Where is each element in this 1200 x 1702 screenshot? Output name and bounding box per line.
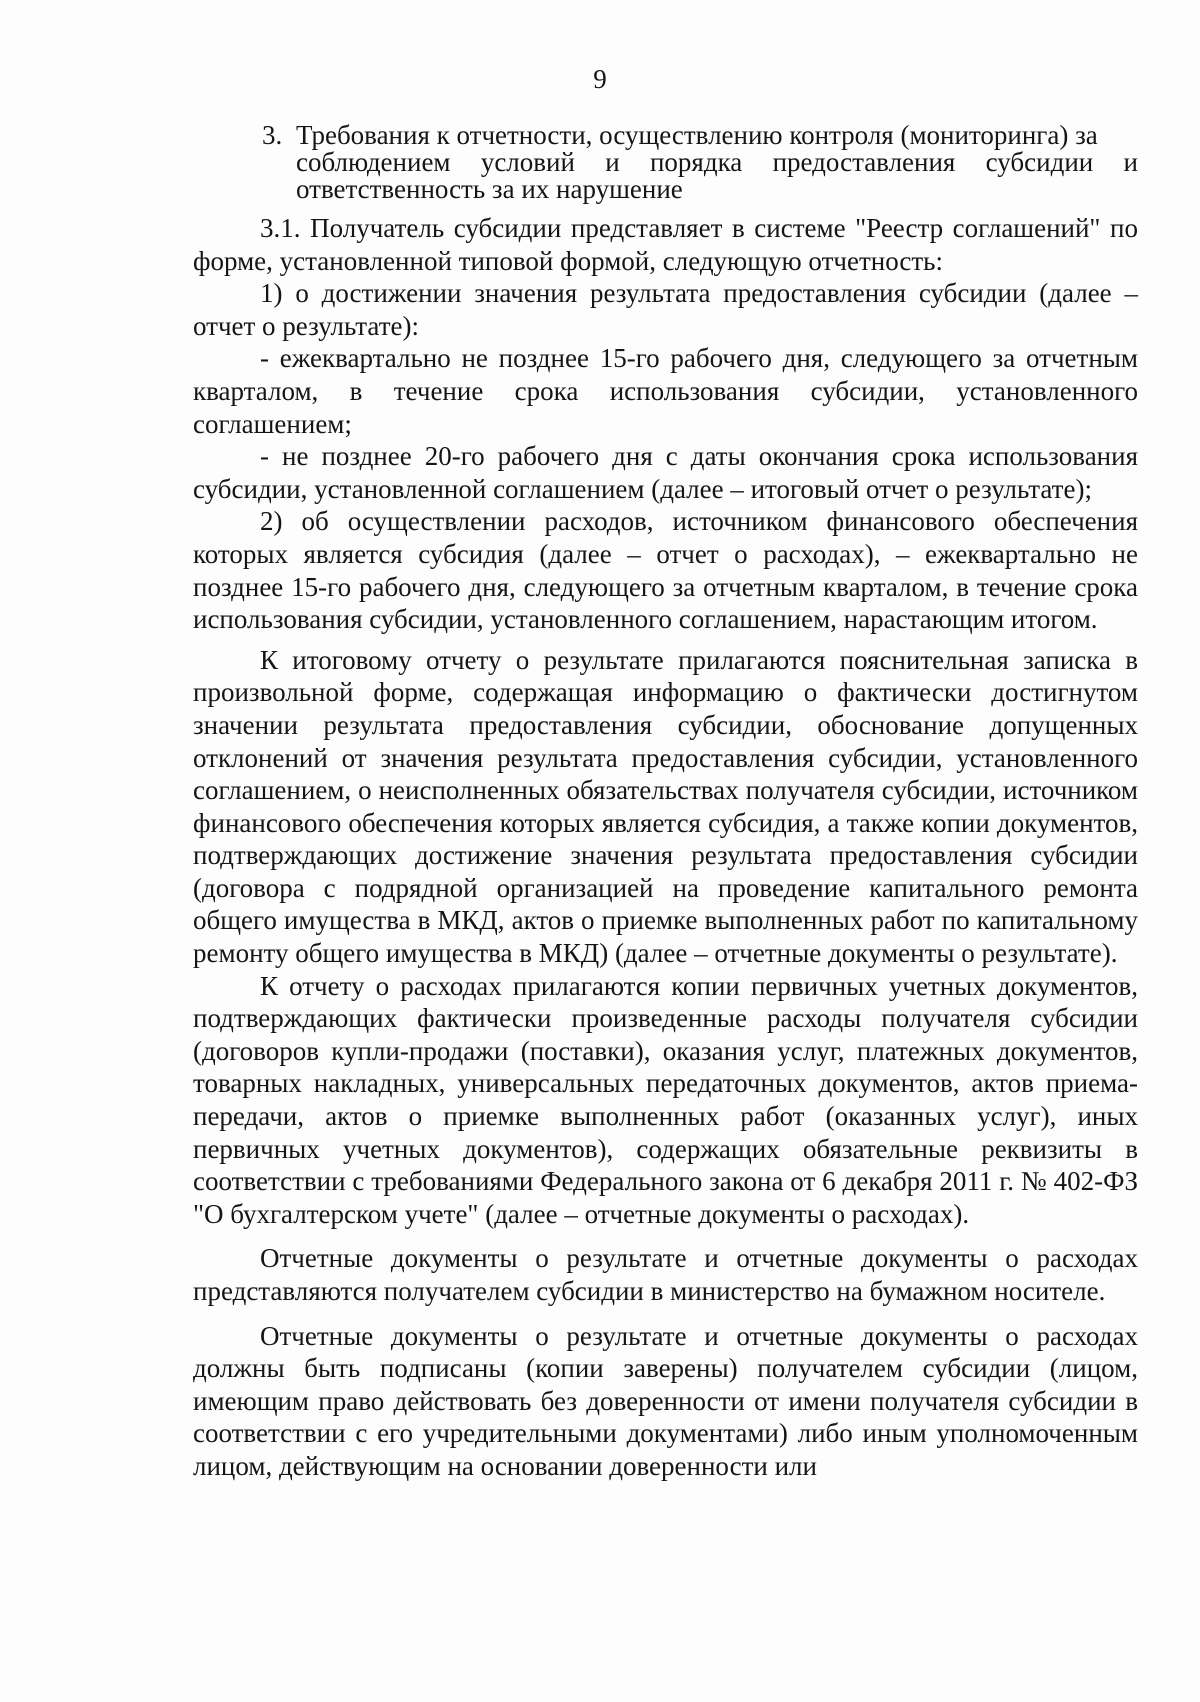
section-title-line-2: соблюдением условий и порядка предоставления субсидии и: [296, 147, 1138, 177]
paragraph-expense-report-attachments: К отчету о расходах прилагаются копии первичных учетных документов, подтверждающих фактически произведенные расходы получателя субсидии (договоров купли-продажи (поставки), оказания услуг, платежных документов, товарных накладных, универсальных передаточных документов, актов приема-передачи, актов о приемке выполненных работ (оказанных услуг), иных первичных учетных документов), содержащих обязательные реквизиты в соответствии с требованиями Федерального закона от 6 декабря 2011 г. № 402-ФЗ "О бухгалтерском учете" (далее – отчетные документы о расходах).: [193, 970, 1138, 1229]
section-number: 3.: [262, 120, 283, 150]
section-heading: [262, 122, 1138, 203]
paragraph-quarterly: - ежеквартально не позднее 15-го рабочего дня, следующего за отчетным кварталом, в течение срока использования субсидии, установленного соглашением;: [193, 343, 1138, 439]
paragraph-item-2: 2) об осуществлении расходов, источником финансового обеспечения которых является субсидия (далее – отчет о расходах), – ежеквартально не позднее 15-го рабочего дня, следующего за отчетным кварталом, в течение срока использования субсидии, установленного соглашением, нарастающим итогом.: [193, 506, 1138, 635]
section-title-line-1: Требования к отчетности, осуществлению контроля (мониторинга) за: [296, 120, 1098, 150]
document-body: [193, 212, 1138, 1483]
paragraph-paper-submission: Отчетные документы о результате и отчетные документы о расходах представляются получателем субсидии в министерство на бумажном носителе.: [193, 1243, 1138, 1306]
page-number: 9: [593, 64, 607, 94]
section-title-line-3: ответственность за их нарушение: [296, 174, 683, 204]
paragraph-item-1: 1) о достижении значения результата предоставления субсидии (далее – отчет о результате):: [193, 278, 1138, 341]
section-heading-line-1: [262, 122, 1138, 149]
paragraph-signing: Отчетные документы о результате и отчетные документы о расходах должны быть подписаны (копии заверены) получателем субсидии (лицом, имеющим право действовать без доверенности от имени получателя субсидии в соответствии с его учредительными документами) либо иным уполномоченным лицом, действующим на основании доверенности или: [193, 1320, 1138, 1481]
paragraph-final-report-attachments: К итоговому отчету о результате прилагаются пояснительная записка в произвольной форме, содержащая информацию о фактически достигнутом значении результата предоставления субсидии, обоснование допущенных отклонений от значения результата предоставления субсидии, установленного соглашением, о неисполненных обязательствах получателя субсидии, источником финансового обеспечения которых является субсидия, а также копии документов, подтверждающих достижение значения результата предоставления субсидии (договора с подрядной организацией на проведение капитального ремонта общего имущества в МКД, актов о приемке выполненных работ по капитальному ремонту общего имущества в МКД) (далее – отчетные документы о результате).: [193, 644, 1138, 969]
paragraph-final-report: - не позднее 20-го рабочего дня с даты окончания срока использования субсидии, установленной соглашением (далее – итоговый отчет о результате);: [193, 441, 1138, 504]
paragraph-3-1: 3.1. Получатель субсидии представляет в системе "Реестр соглашений" по форме, установленной типовой формой, следующую отчетность:: [193, 213, 1138, 276]
